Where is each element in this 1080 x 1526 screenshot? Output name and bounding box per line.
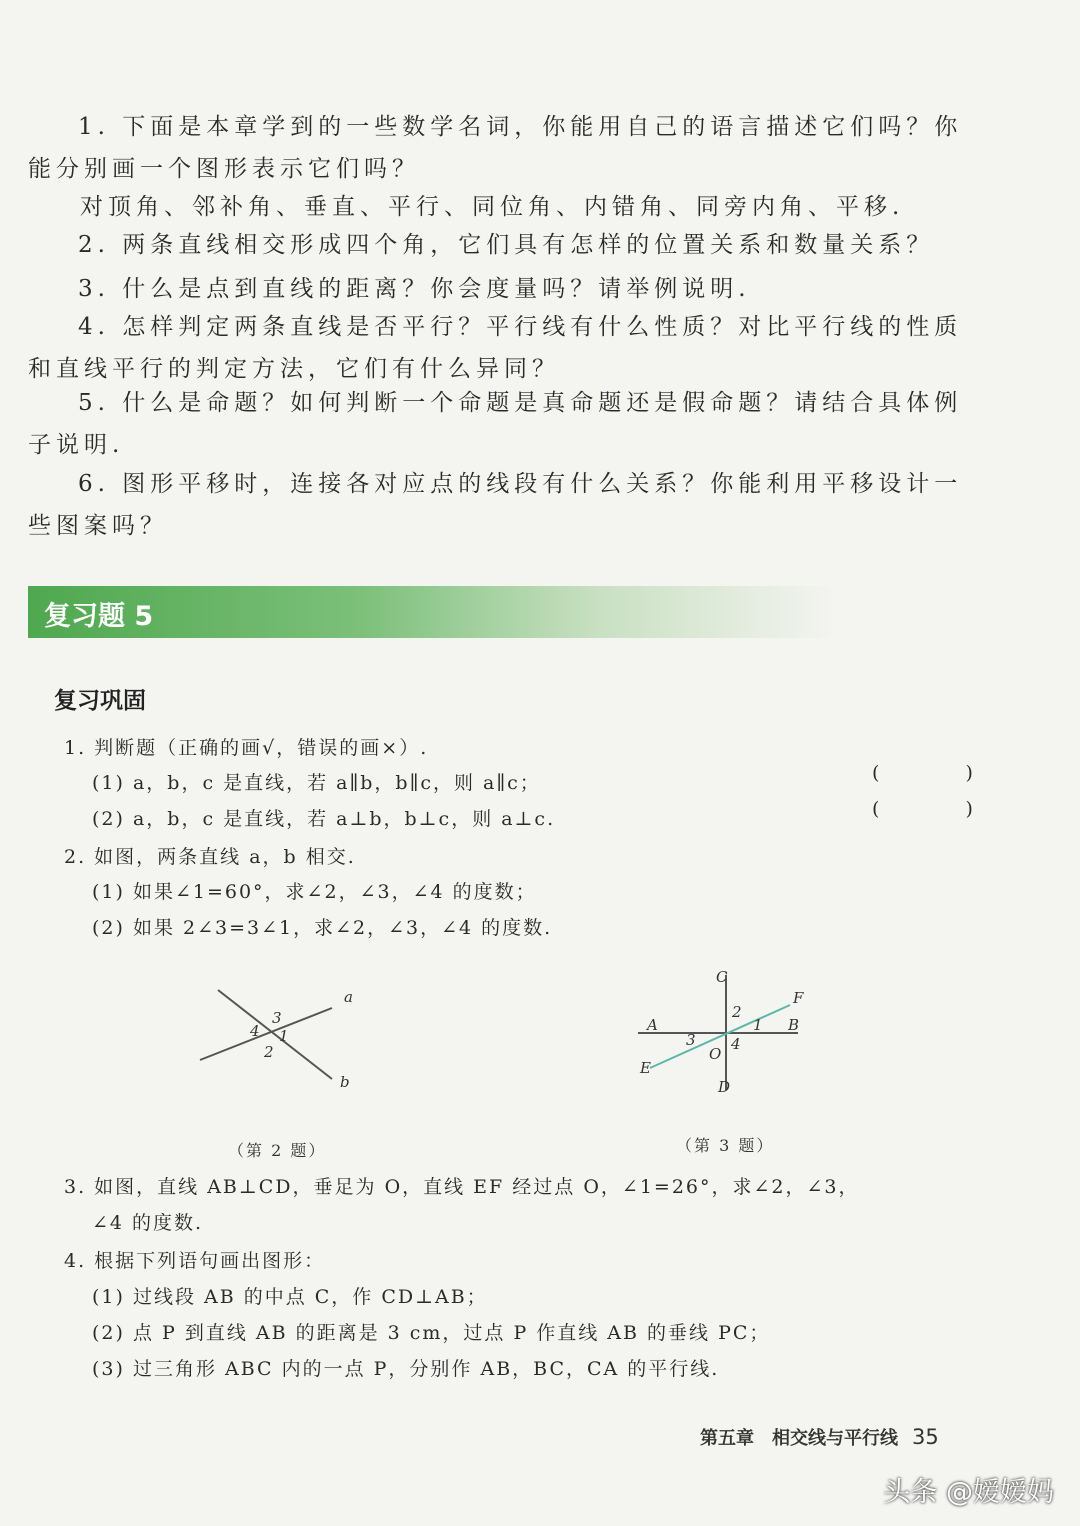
label-c: C [716, 968, 728, 986]
question-line: 4. 怎样判定两条直线是否平行？平行线有什么性质？对比平行线的性质 [78, 314, 963, 340]
question-line: 对顶角、邻补角、垂直、平行、同位角、内错角、同旁内角、平移. [80, 194, 905, 220]
angle-label: 4 [731, 1035, 741, 1053]
question-line: 5. 什么是命题？如何判断一个命题是真命题还是假命题？请结合具体例 [78, 390, 963, 416]
exercise-line: (2) 点 P 到直线 AB 的距离是 3 cm，过点 P 作直线 AB 的垂线 PC； [92, 1322, 771, 1344]
exercise-line: ∠4 的度数. [92, 1212, 204, 1234]
exercise-line: (2) a，b，c 是直线，若 a⊥b，b⊥c，则 a⊥c. [92, 808, 556, 830]
page-number: 35 [912, 1425, 939, 1449]
section-header-band [28, 586, 978, 638]
exercise-line: 3. 如图，直线 AB⊥CD，垂足为 O，直线 EF 经过点 O，∠1=26°，求∠2，∠3， [64, 1176, 860, 1198]
angle-label: 1 [753, 1016, 763, 1034]
label-d: D [718, 1078, 731, 1096]
angle-label: 1 [279, 1027, 289, 1045]
exercise-line: 2. 如图，两条直线 a，b 相交. [64, 846, 356, 868]
figure-3-diagram [630, 965, 830, 1100]
page-footer [700, 1424, 939, 1450]
label-a: A [647, 1016, 658, 1034]
line-b [218, 990, 332, 1079]
exercise-line: (1) 过线段 AB 的中点 C，作 CD⊥AB； [92, 1286, 488, 1308]
exercise-line: (3) 过三角形 ABC 内的一点 P，分别作 AB，BC，CA 的平行线. [92, 1358, 720, 1380]
label-a: a [344, 988, 353, 1006]
question-line: 和直线平行的判定方法，它们有什么异同？ [28, 356, 560, 382]
label-o: O [709, 1045, 722, 1063]
exercise-line: 4. 根据下列语句画出图形： [64, 1250, 326, 1272]
answer-blank[interactable]: ( ) [872, 798, 1013, 820]
label-b: B [788, 1016, 800, 1034]
exercise-line: (1) 如果∠1=60°，求∠2，∠3，∠4 的度数； [92, 881, 537, 903]
question-line: 6. 图形平移时，连接各对应点的线段有什么关系？你能利用平移设计一 [78, 471, 963, 497]
question-line: 些图案吗？ [28, 513, 168, 539]
figure-2-caption: （第 2 题） [228, 1141, 327, 1160]
label-f: F [793, 989, 804, 1007]
angle-label: 2 [732, 1003, 742, 1021]
figure-2-diagram [190, 975, 380, 1095]
label-e: E [640, 1059, 651, 1077]
angle-label: 4 [250, 1022, 260, 1040]
watermark: 头条 @嫒嫒妈 [883, 1477, 1054, 1508]
question-line: 2. 两条直线相交形成四个角，它们具有怎样的位置关系和数量关系？ [78, 232, 935, 258]
exercise-line: (2) 如果 2∠3=3∠1，求∠2，∠3，∠4 的度数. [92, 917, 553, 939]
question-line: 子说明. [28, 432, 125, 458]
angle-label: 2 [264, 1043, 274, 1061]
figure-3-caption: （第 3 题） [676, 1136, 775, 1155]
label-b: b [340, 1073, 350, 1091]
question-line: 3. 什么是点到直线的距离？你会度量吗？请举例说明. [78, 276, 751, 302]
answer-blank[interactable]: ( ) [872, 762, 1013, 784]
section-title: 复习题 5 [44, 601, 154, 632]
subsection-title: 复习巩固 [54, 688, 146, 714]
exercise-line: (1) a，b，c 是直线，若 a∥b，b∥c，则 a∥c； [92, 772, 541, 794]
chapter-title: 第五章 相交线与平行线 [700, 1428, 898, 1449]
angle-label: 3 [686, 1031, 696, 1049]
angle-label: 3 [272, 1009, 282, 1027]
question-line: 1. 下面是本章学到的一些数学名词，你能用自己的语言描述它们吗？你 [78, 114, 963, 140]
exercise-line: 1. 判断题（正确的画√，错误的画×）. [64, 737, 429, 759]
question-line: 能分别画一个图形表示它们吗？ [28, 156, 420, 182]
